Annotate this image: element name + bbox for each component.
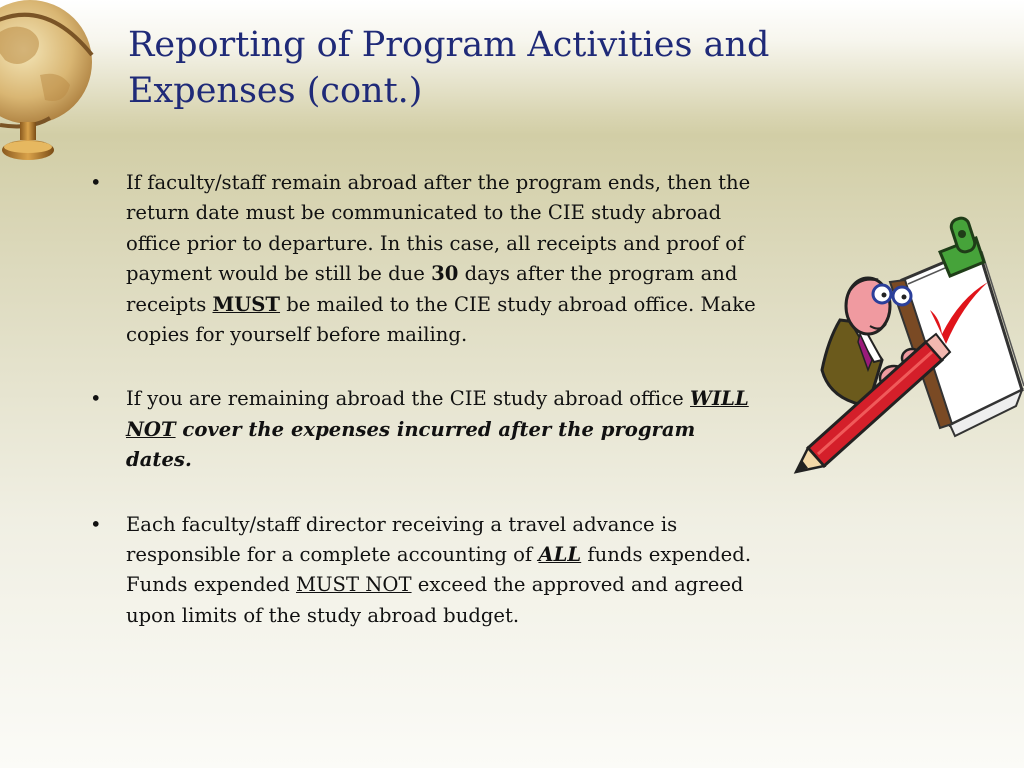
bullet-text-part: funds expended. Funds expended <box>126 543 752 597</box>
page-title <box>128 22 888 114</box>
bullet-text-part: Each faculty/staff director receiving a travel advance is responsible for a complete accounting of <box>126 512 678 567</box>
bullet-list <box>90 168 760 665</box>
title-line-1: Reporting of Program Activities and <box>128 25 770 65</box>
bullet-text-part: If you are remaining abroad the CIE study abroad office <box>126 387 690 411</box>
bullet-item <box>90 510 760 632</box>
globe-icon <box>0 0 110 170</box>
bullet-item <box>90 384 760 475</box>
bullet-text-part: exceed the approved and agreed upon limits of the study abroad budget. <box>126 573 744 627</box>
emphasis-expenses: cover the expenses incurred after the program dates. <box>126 417 696 472</box>
deadline-days: 30 <box>431 262 459 286</box>
emphasis-must-not: MUST NOT <box>295 573 412 597</box>
bullet-text <box>126 387 749 471</box>
bullet-dot: • <box>90 387 102 411</box>
bullet-item <box>90 168 760 350</box>
clipboard-paper <box>890 248 1024 436</box>
bullet-text <box>126 171 756 346</box>
clipboard-checkmark-illustration <box>790 210 1024 495</box>
bullet-text-part: If faculty/staff remain abroad after the program ends, then the return date must be communicated to the CIE study abroad office prior to departure. In this case, all receipts and proof of payment would be still be due <box>126 171 751 286</box>
emphasis-all: ALL <box>538 543 582 567</box>
title-line-2: Expenses (cont.) <box>128 71 423 111</box>
bullet-text <box>126 513 751 627</box>
emphasis-will-not: WILL NOT <box>126 387 749 441</box>
bullet-text-part: be mailed to the CIE study abroad office. Make copies for yourself before mailing. <box>126 292 756 347</box>
bullet-text-part: days after the program and receipts <box>126 262 738 316</box>
bullet-dot: • <box>90 171 102 194</box>
emphasis-must: MUST <box>212 292 281 316</box>
bullet-dot: • <box>90 512 102 536</box>
